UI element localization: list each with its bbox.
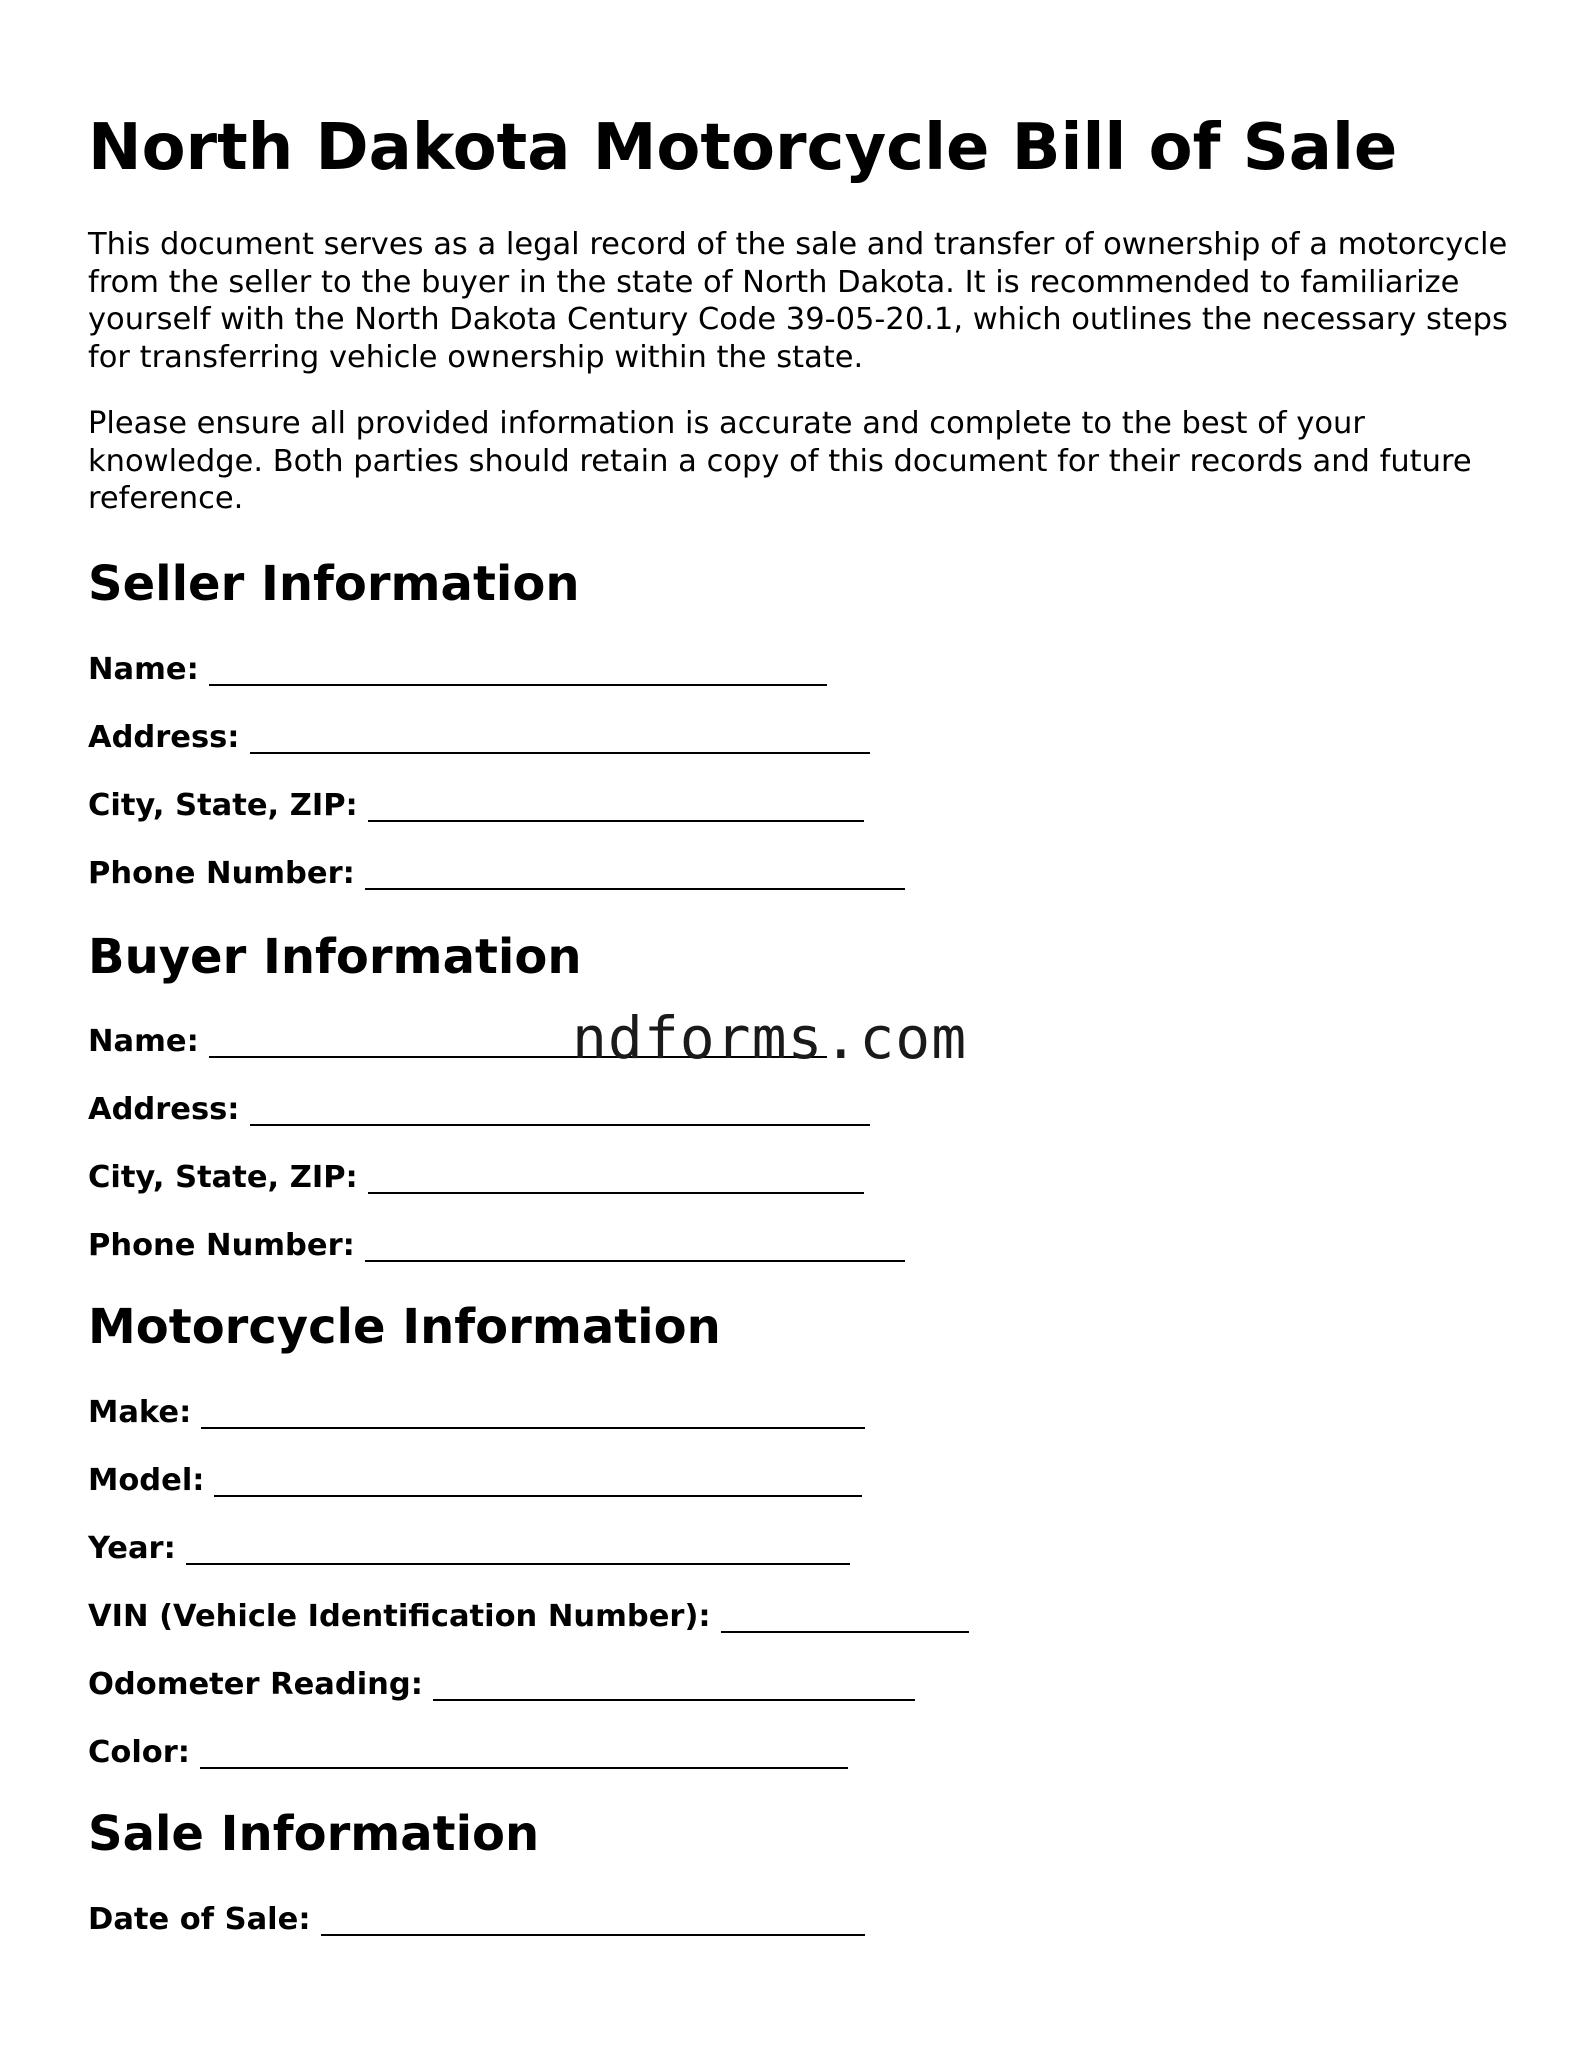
motorcycle-model-field[interactable] xyxy=(88,1461,862,1501)
buyer-phone-field[interactable] xyxy=(88,1226,905,1266)
seller-city-label: City, State, ZIP: xyxy=(88,788,358,823)
buyer-address-label: Address: xyxy=(88,1092,240,1127)
document-title: North Dakota Motorcycle Bill of Sale xyxy=(88,111,1398,185)
motorcycle-model-line[interactable] xyxy=(214,1465,862,1497)
motorcycle-vin-field[interactable] xyxy=(88,1597,969,1637)
motorcycle-model-label: Model: xyxy=(88,1463,205,1498)
seller-heading: Seller Information xyxy=(88,556,580,612)
motorcycle-year-line[interactable] xyxy=(186,1533,850,1565)
buyer-city-field[interactable] xyxy=(88,1158,864,1198)
buyer-phone-line[interactable] xyxy=(365,1230,905,1262)
motorcycle-year-field[interactable] xyxy=(88,1529,850,1569)
buyer-city-label: City, State, ZIP: xyxy=(88,1160,358,1195)
motorcycle-year-label: Year: xyxy=(88,1531,176,1566)
motorcycle-odometer-field[interactable] xyxy=(88,1665,915,1705)
seller-address-label: Address: xyxy=(88,720,240,755)
seller-name-line[interactable] xyxy=(209,654,827,686)
sale-date-field[interactable] xyxy=(88,1900,865,1940)
watermark-text: ndforms.com xyxy=(572,1004,968,1072)
motorcycle-odometer-label: Odometer Reading: xyxy=(88,1667,423,1702)
motorcycle-vin-label: VIN (Vehicle Identification Number): xyxy=(88,1599,711,1634)
motorcycle-vin-line[interactable] xyxy=(721,1601,969,1633)
motorcycle-make-field[interactable] xyxy=(88,1393,865,1433)
seller-address-line[interactable] xyxy=(250,722,870,754)
seller-phone-field[interactable] xyxy=(88,854,905,894)
motorcycle-make-line[interactable] xyxy=(201,1397,865,1429)
seller-city-field[interactable] xyxy=(88,786,864,826)
motorcycle-color-line[interactable] xyxy=(200,1737,848,1769)
motorcycle-color-field[interactable] xyxy=(88,1733,848,1773)
motorcycle-make-label: Make: xyxy=(88,1395,192,1430)
intro-paragraph-1: This document serves as a legal record of the sale and transfer of ownership of a motorcycle from the seller to the buyer in the state of North Dakota. It is recommended to familiarize yourself with the North Dakota Century Code 39-05-20.1, which outlines the necessary steps for transferring vehicle ownership within the state. xyxy=(88,227,1508,375)
sale-date-label: Date of Sale: xyxy=(88,1902,311,1937)
seller-address-field[interactable] xyxy=(88,718,870,758)
motorcycle-odometer-line[interactable] xyxy=(433,1669,915,1701)
buyer-name-label: Name: xyxy=(88,1024,199,1059)
seller-phone-line[interactable] xyxy=(365,858,905,890)
sale-heading: Sale Information xyxy=(88,1806,540,1862)
buyer-heading: Buyer Information xyxy=(88,929,582,985)
motorcycle-color-label: Color: xyxy=(88,1735,190,1770)
buyer-address-line[interactable] xyxy=(250,1094,870,1126)
buyer-phone-label: Phone Number: xyxy=(88,1228,355,1263)
buyer-address-field[interactable] xyxy=(88,1090,870,1130)
seller-name-field[interactable] xyxy=(88,650,827,690)
intro-paragraph-2: Please ensure all provided information is accurate and complete to the best of your knowledge. Both parties should retain a copy of this document for their records and future reference. xyxy=(88,406,1472,516)
buyer-city-line[interactable] xyxy=(368,1162,864,1194)
seller-name-label: Name: xyxy=(88,652,199,687)
sale-date-line[interactable] xyxy=(321,1904,865,1936)
seller-city-line[interactable] xyxy=(368,790,864,822)
motorcycle-heading: Motorcycle Information xyxy=(88,1299,721,1355)
seller-phone-label: Phone Number: xyxy=(88,856,355,891)
